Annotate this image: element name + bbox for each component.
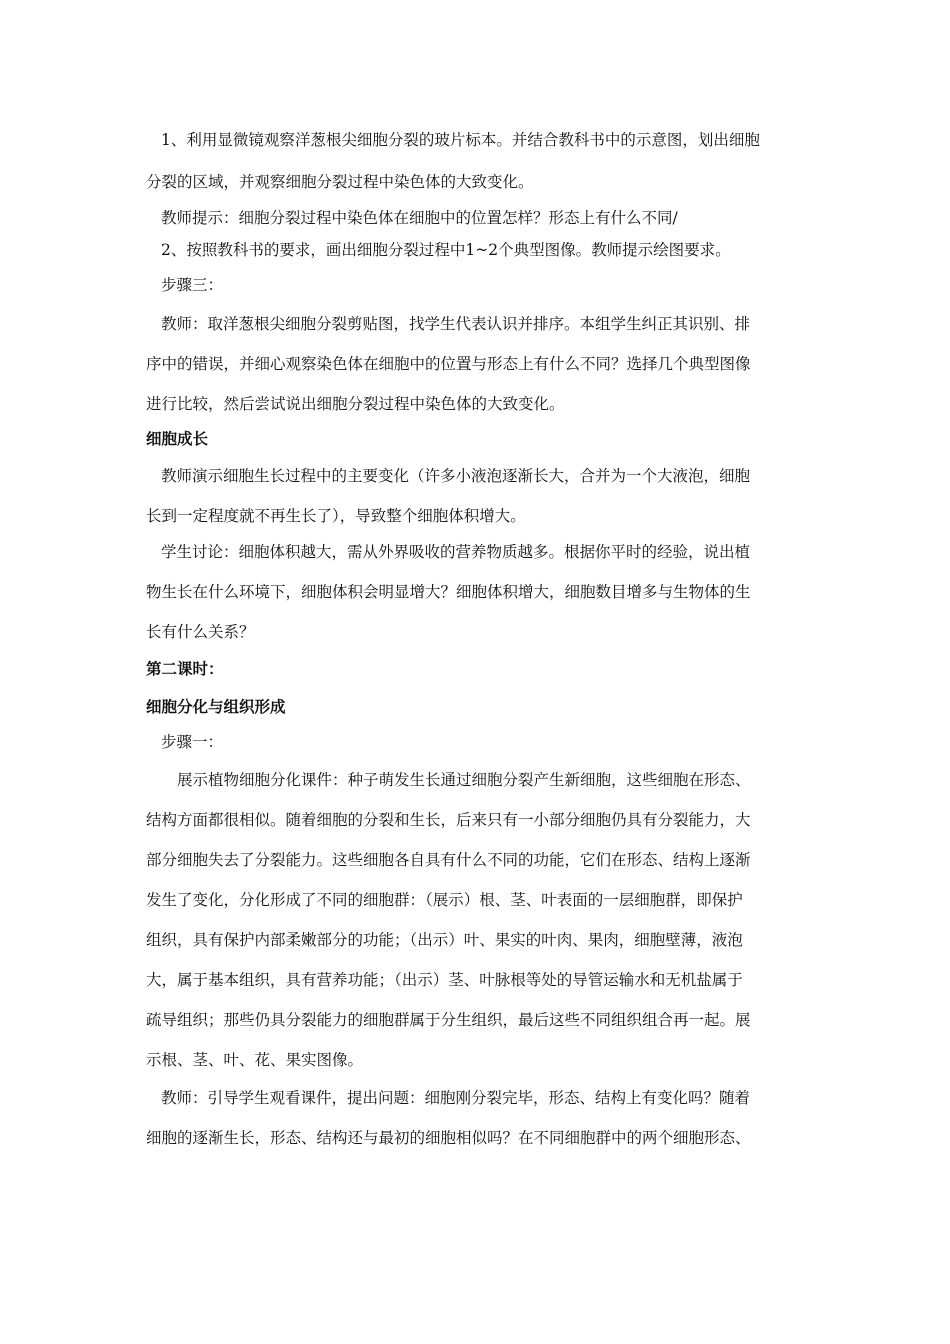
paragraph-line: 1、利用显微镜观察洋葱根尖细胞分裂的玻片标本。并结合教科书中的示意图，划出细胞 [161,131,760,149]
paragraph-line: 教师：取洋葱根尖细胞分裂剪贴图，找学生代表认识并排序。本组学生纠正其识别、排 [161,315,751,333]
paragraph-line: 发生了变化，分化形成了不同的细胞群：（展示）根、茎、叶表面的一层细胞群，即保护 [146,891,743,909]
paragraph-line: 疏导组织；那些仍具分裂能力的细胞群属于分生组织，最后这些不同组织组合再一起。展 [146,1011,751,1029]
paragraph-line: 教师提示：细胞分裂过程中染色体在细胞中的位置怎样？形态上有什么不同/ [161,209,678,227]
paragraph-line: 组织，具有保护内部柔嫩部分的功能；（出示）叶、果实的叶肉、果肉，细胞壁薄，液泡 [146,931,743,949]
paragraph-line: 教师演示细胞生长过程中的主要变化（许多小液泡逐渐长大，合并为一个大液泡，细胞 [161,467,751,485]
paragraph-line: 进行比较，然后尝试说出细胞分裂过程中染色体的大致变化。 [146,395,565,413]
paragraph-line: 示根、茎、叶、花、果实图像。 [146,1051,364,1069]
step-label: 步骤一： [161,733,224,751]
paragraph-line: 物生长在什么环境下，细胞体积会明显增大？细胞体积增大，细胞数目增多与生物体的生 [146,583,751,601]
paragraph-line: 序中的错误，并细心观察染色体在细胞中的位置与形态上有什么不同？选择几个典型图像 [146,355,751,373]
paragraph-line: 学生讨论：细胞体积越大，需从外界吸收的营养物质越多。根据你平时的经验，说出植 [161,543,751,561]
section-heading: 细胞分化与组织形成 [146,698,286,716]
step-label: 步骤三： [161,276,224,294]
paragraph-line: 长有什么关系？ [146,623,255,641]
paragraph-line: 大，属于基本组织，具有营养功能；（出示）茎、叶脉根等处的导管运输水和无机盐属于 [146,971,743,989]
section-heading: 细胞成长 [146,430,209,448]
paragraph-line: 2、按照教科书的要求，画出细胞分裂过程中1~2个典型图像。教师提示绘图要求。 [161,241,731,259]
paragraph-line: 结构方面都很相似。随着细胞的分裂和生长，后来只有一小部分细胞仍具有分裂能力，大 [146,811,751,829]
paragraph-line: 部分细胞失去了分裂能力。这些细胞各自具有什么不同的功能，它们在形态、结构上逐渐 [146,851,751,869]
section-heading: 第二课时： [146,660,224,678]
paragraph-line: 分裂的区域，并观察细胞分裂过程中染色体的大致变化。 [146,173,534,191]
paragraph-line: 长到一定程度就不再生长了），导致整个细胞体积增大。 [146,507,526,525]
paragraph-line: 展示植物细胞分化课件：种子萌发生长通过细胞分裂产生新细胞，这些细胞在形态、 [177,771,751,789]
paragraph-line: 细胞的逐渐生长，形态、结构还与最初的细胞相似吗？在不同细胞群中的两个细胞形态、 [146,1129,751,1147]
paragraph-line: 教师：引导学生观看课件，提出问题：细胞刚分裂完毕，形态、结构上有变化吗？随着 [161,1089,751,1107]
